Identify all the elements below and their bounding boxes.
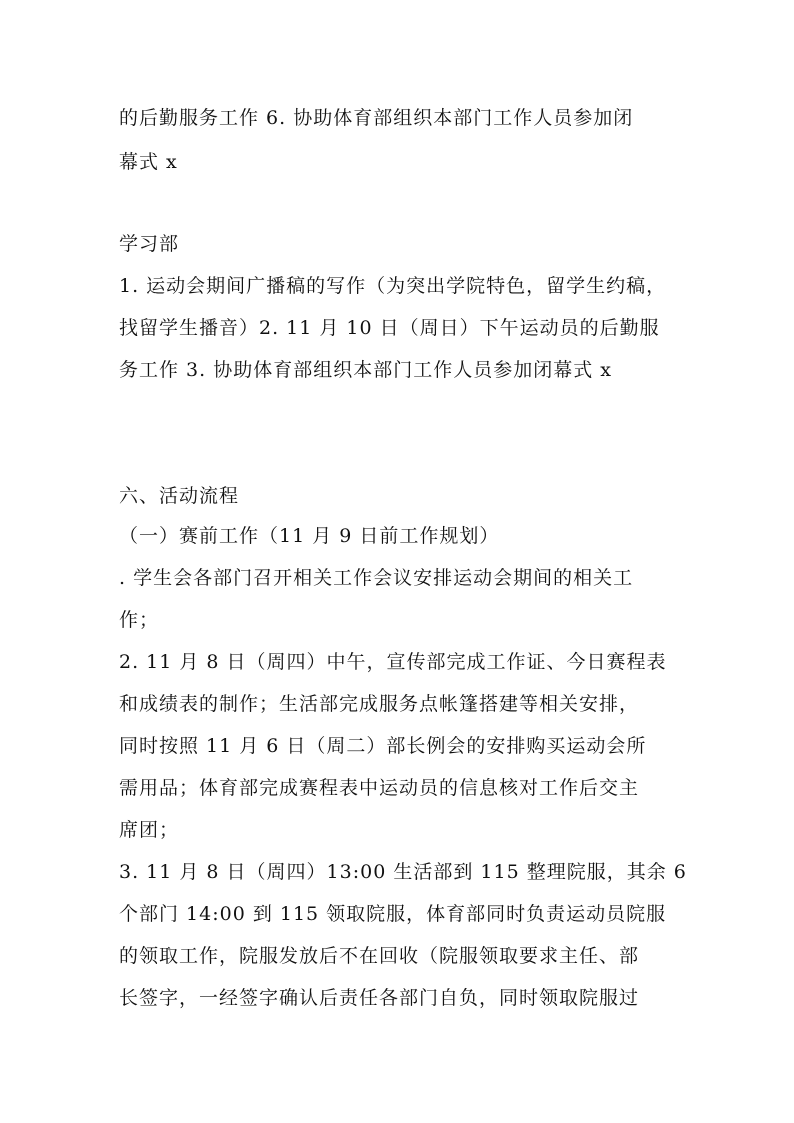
text-line: 同时按照 11 月 6 日（周二）部长例会的安排购买运动会所 <box>119 735 647 757</box>
subsection-heading: （一）赛前工作（11 月 9 日前工作规划） <box>119 525 500 547</box>
section-heading: 学习部 <box>119 233 180 255</box>
text-line: 务工作 3. 协助体育部组织本部门工作人员参加闭幕式 x <box>119 359 612 381</box>
text-line: 席团； <box>119 819 180 841</box>
text-line: 长签字，一经签字确认后责任各部门自负，同时领取院服过 <box>119 987 640 1009</box>
text-line: 作； <box>119 609 160 631</box>
text-line: 个部门 14:00 到 115 领取院服，体育部同时负责运动员院服 <box>119 903 667 925</box>
text-line: 幕式 x <box>119 151 178 173</box>
text-line: 的领取工作，院服发放后不在回收（院服领取要求主任、部 <box>119 945 640 967</box>
text-line: 1. 运动会期间广播稿的写作（为突出学院特色，留学生约稿， <box>119 275 667 297</box>
text-line: 的后勤服务工作 6. 协助体育部组织本部门工作人员参加闭 <box>119 107 634 129</box>
text-line: 和成绩表的制作；生活部完成服务点帐篷搭建等相关安排， <box>119 693 640 715</box>
text-line: 3. 11 月 8 日（周四）13:00 生活部到 115 整理院服，其余 6 <box>119 861 687 883</box>
text-line: 2. 11 月 8 日（周四）中午，宣传部完成工作证、今日赛程表 <box>119 651 667 673</box>
section-heading: 六、活动流程 <box>119 485 240 507</box>
text-line: 找留学生播音）2. 11 月 10 日（周日）下午运动员的后勤服 <box>119 317 660 339</box>
text-line: . 学生会各部门召开相关工作会议安排运动会期间的相关工 <box>119 567 634 589</box>
text-line: 需用品；体育部完成赛程表中运动员的信息核对工作后交主 <box>119 777 640 799</box>
